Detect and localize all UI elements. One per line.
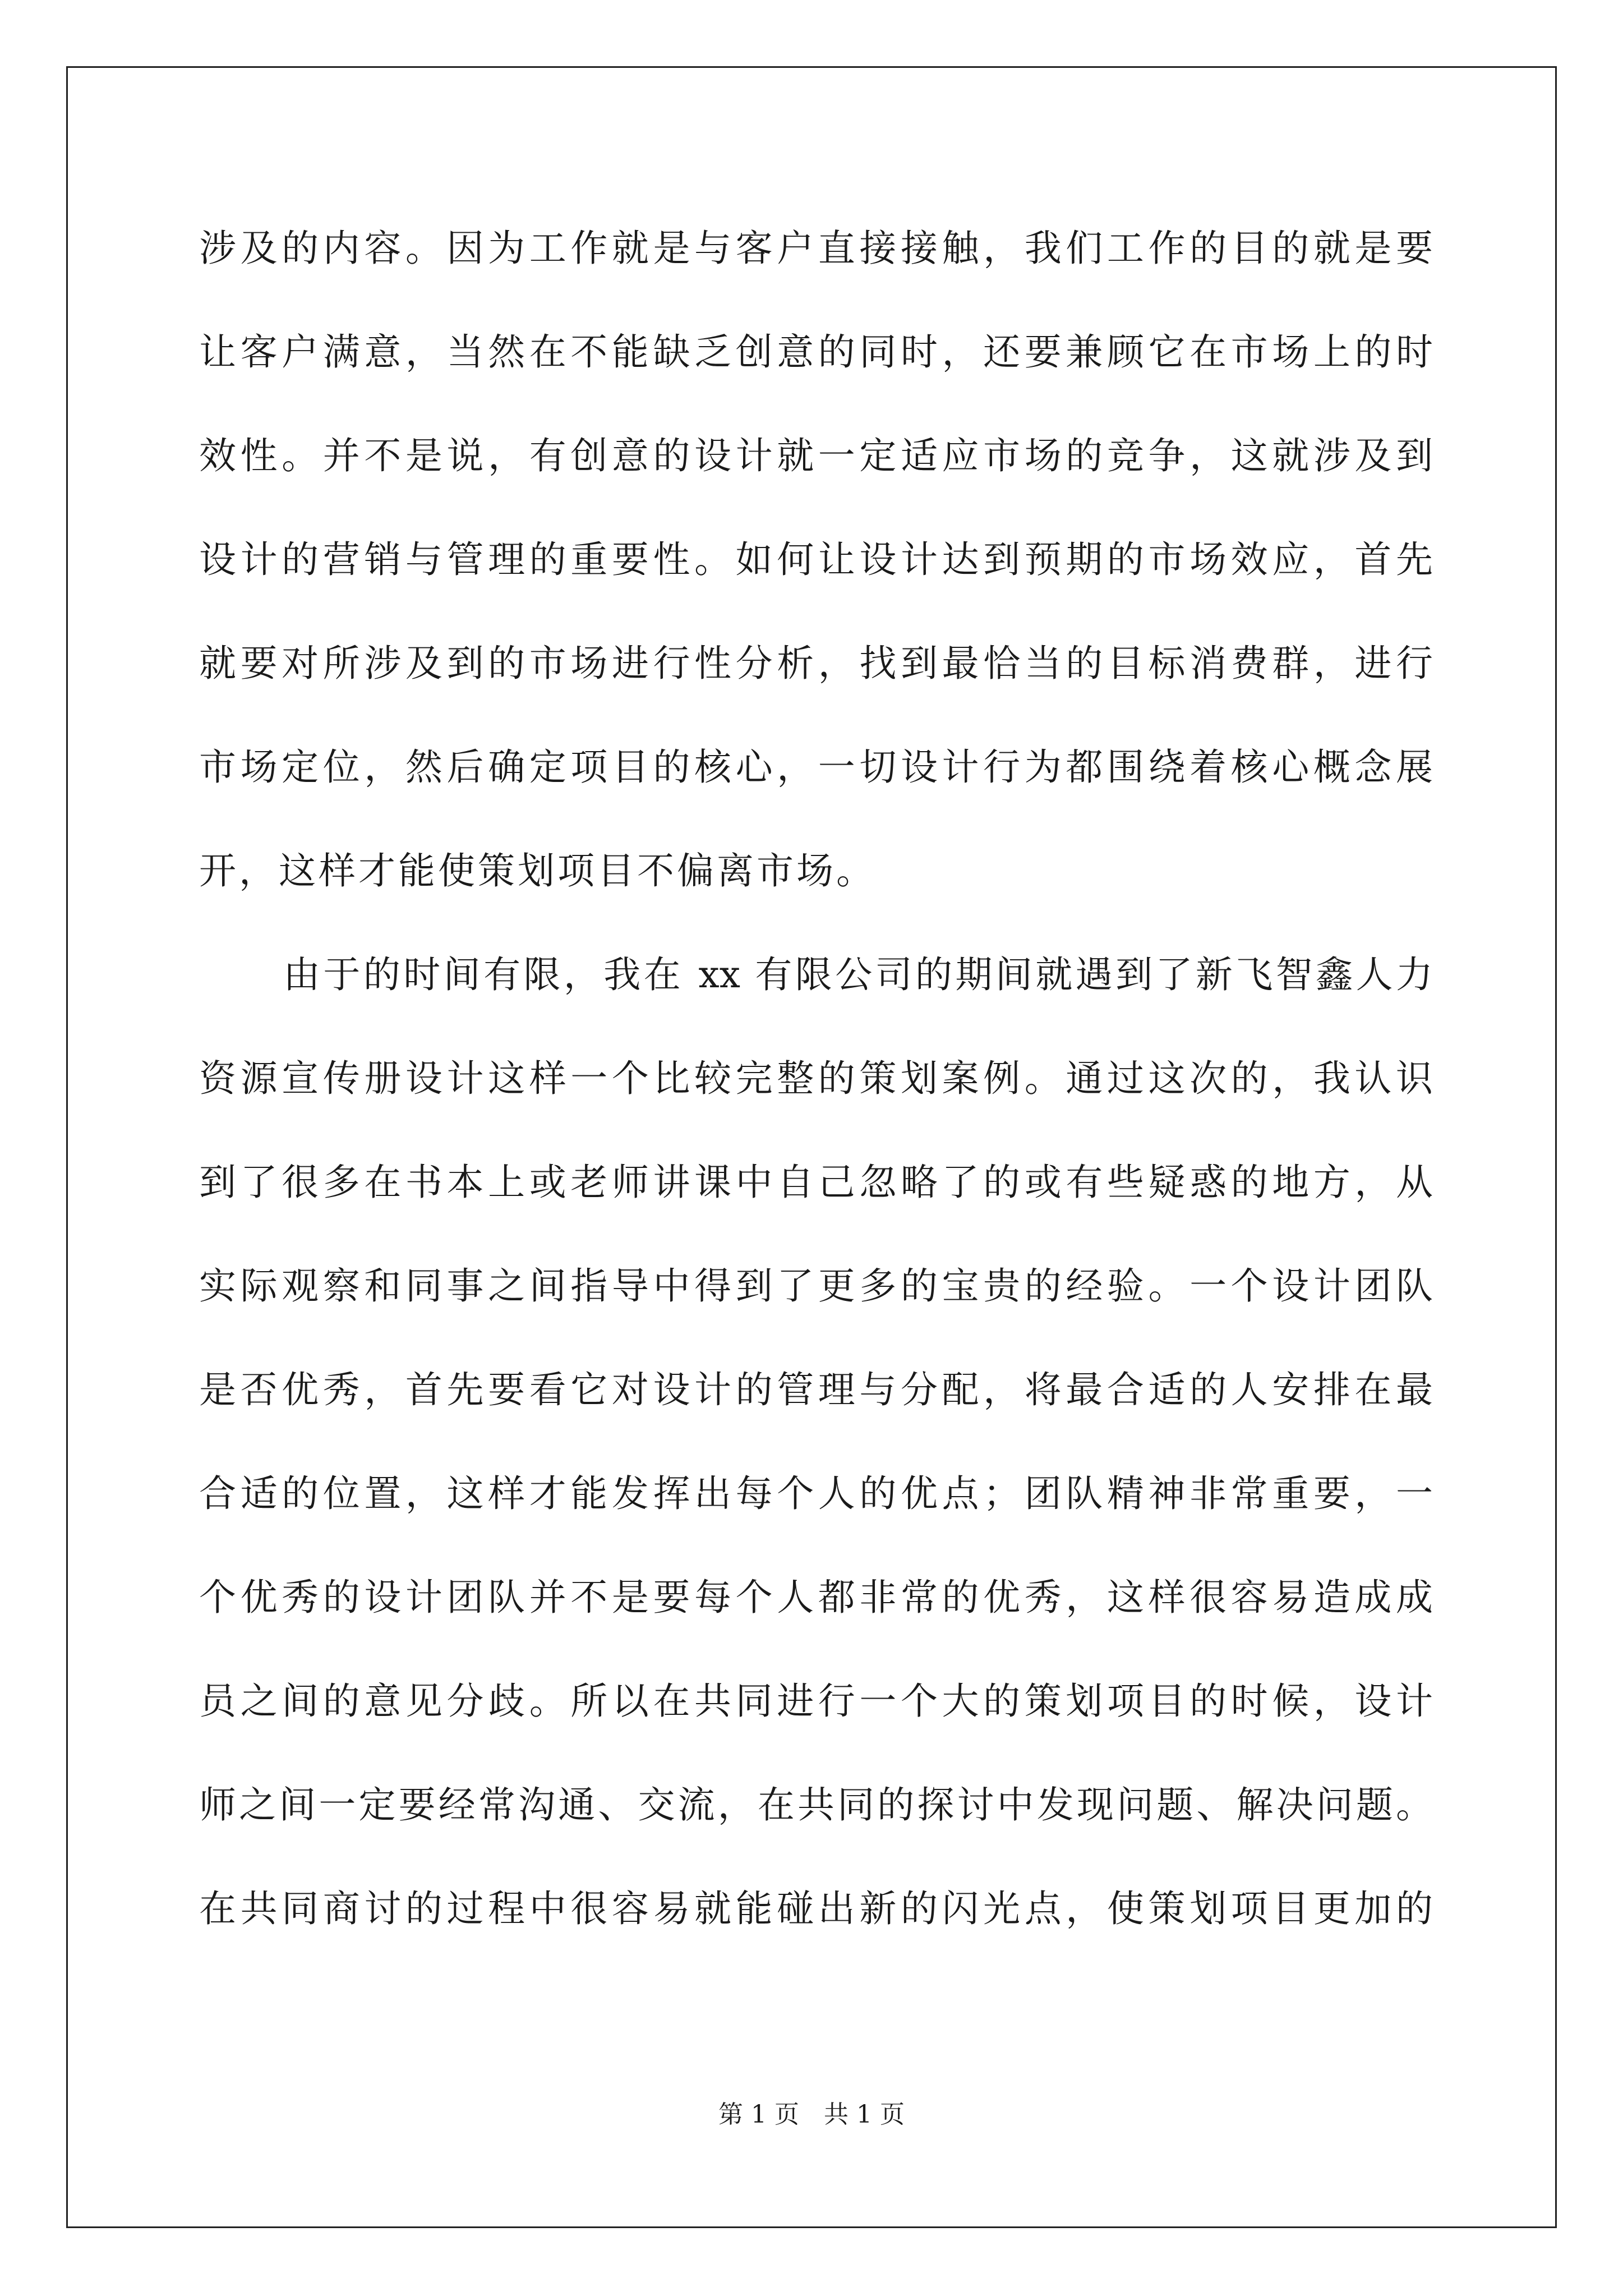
- text-line: 合适的位置，这样才能发挥出每个人的优点；团队精神非常重要，一: [199, 1472, 1433, 1515]
- text-line-indented: 由于的时间有限，我在 xx 有限公司的期间就遇到了新飞智鑫人力: [283, 953, 1433, 996]
- text-line: 是否优秀，首先要看它对设计的管理与分配，将最合适的人安排在最: [199, 1368, 1433, 1411]
- text-line: 在共同商讨的过程中很容易就能碰出新的闪光点，使策划项目更加的: [199, 1887, 1433, 1930]
- text-line: 让客户满意，当然在不能缺乏创意的同时，还要兼顾它在市场上的时: [199, 330, 1433, 374]
- text-line: 资源宣传册设计这样一个比较完整的策划案例。通过这次的，我认识: [199, 1057, 1433, 1100]
- text-line: 员之间的意见分歧。所以在共同进行一个大的策划项目的时候，设计: [199, 1680, 1433, 1723]
- page-number: 第 1 页: [718, 2100, 799, 2129]
- document-body: [199, 215, 1433, 1979]
- text-line: 市场定位，然后确定项目的核心，一切设计行为都围绕着核心概念展: [199, 746, 1433, 789]
- text-line: 开，这样才能使策划项目不偏离市场。: [199, 849, 876, 892]
- page-total: 共 1 页: [824, 2100, 905, 2129]
- page-footer: [0, 2098, 1623, 2132]
- text-line: 设计的营销与管理的重要性。如何让设计达到预期的市场效应，首先: [199, 538, 1433, 581]
- text-line: 到了很多在书本上或老师讲课中自己忽略了的或有些疑惑的地方，从: [199, 1161, 1433, 1204]
- text-line: 实际观察和同事之间指导中得到了更多的宝贵的经验。一个设计团队: [199, 1264, 1433, 1308]
- text-line: 涉及的内容。因为工作就是与客户直接接触，我们工作的目的就是要: [199, 227, 1433, 270]
- text-line: 师之间一定要经常沟通、交流，在共同的探讨中发现问题、解决问题。: [199, 1783, 1433, 1826]
- text-line: 个优秀的设计团队并不是要每个人都非常的优秀，这样很容易造成成: [199, 1576, 1433, 1619]
- text-line: 效性。并不是说，有创意的设计就一定适应市场的竞争，这就涉及到: [199, 434, 1433, 477]
- text-line: 就要对所涉及到的市场进行性分析，找到最恰当的目标消费群，进行: [199, 642, 1433, 685]
